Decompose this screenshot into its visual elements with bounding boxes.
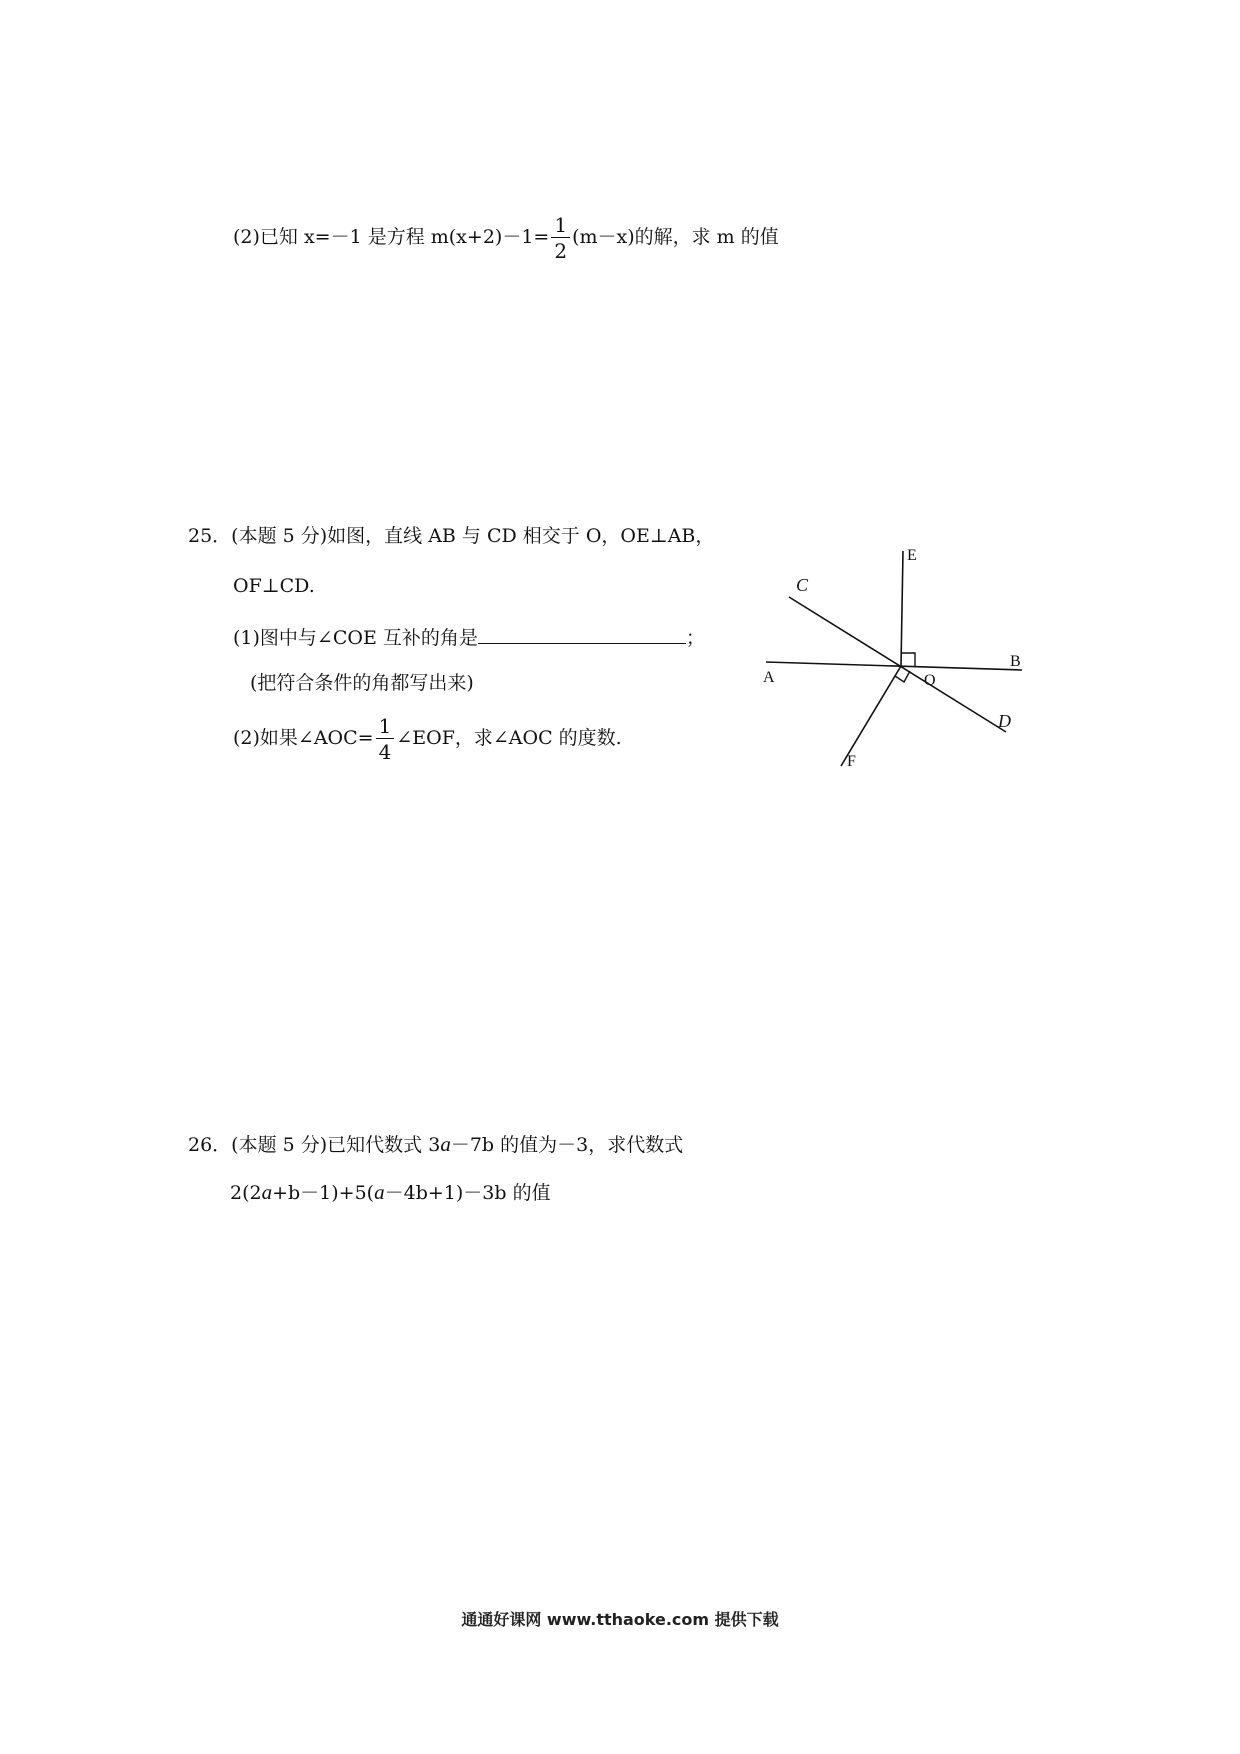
q24-part2-suffix: (m－x)的解，求 m 的值 <box>572 226 779 248</box>
q26-line1-b: －7b 的值为－3，求代数式 <box>450 1134 684 1156</box>
geometry-figure <box>740 520 1070 800</box>
q26-var-a-2: a <box>374 1180 385 1204</box>
q24-part2-line <box>233 215 779 261</box>
ray-of <box>841 666 901 766</box>
q25-part2-suffix: ∠EOF，求∠AOC 的度数. <box>396 727 622 749</box>
q25-line2: OF⊥CD. <box>233 575 315 597</box>
q25-fraction <box>376 716 395 762</box>
footer-source: 通通好课网 www.tthaoke.com 提供下载 <box>461 1610 779 1629</box>
q25-part2-prefix: (2)如果∠AOC= <box>233 727 374 749</box>
q26-line1-a: 26．(本题 5 分)已知代数式 3 <box>188 1134 441 1156</box>
label-a: A <box>763 669 775 686</box>
q25-line1: 25．(本题 5 分)如图，直线 AB 与 CD 相交于 O，OE⊥AB， <box>188 525 715 547</box>
q25-fraction-denominator: 4 <box>378 740 392 764</box>
q25-part1-note: (把符合条件的角都写出来) <box>250 672 474 694</box>
q26-line2 <box>230 1182 551 1203</box>
label-c: C <box>796 575 809 595</box>
q24-fraction-numerator: 1 <box>551 215 570 238</box>
q26-line2-b: +b－1)+5( <box>272 1182 375 1204</box>
q25-part1-end: ； <box>685 627 705 649</box>
q24-fraction-denominator: 2 <box>554 239 568 263</box>
q26-var-a: a <box>440 1132 451 1156</box>
q26-line2-c: －4b+1)－3b 的值 <box>384 1182 551 1204</box>
q25-answer-blank[interactable] <box>478 625 686 644</box>
label-b: B <box>1010 653 1021 670</box>
q26-line2-a: 2(2 <box>230 1182 262 1204</box>
ray-oe <box>901 551 903 666</box>
label-e: E <box>907 547 917 564</box>
q25-part1-text: (1)图中与∠COE 互补的角是 <box>233 627 478 649</box>
q25-part2-line <box>233 716 622 762</box>
q24-fraction <box>551 215 570 261</box>
label-f: F <box>847 753 856 770</box>
label-d: D <box>998 711 1011 731</box>
q25-fraction-numerator: 1 <box>376 716 395 739</box>
label-o: O <box>924 672 936 689</box>
right-angle-mark-eob <box>902 653 915 666</box>
q26-var-a-1: a <box>261 1180 273 1204</box>
q26-line1 <box>188 1134 683 1155</box>
q25-part1-line <box>233 625 705 648</box>
q24-part2-prefix: (2)已知 x=－1 是方程 m(x+2)－1= <box>233 226 550 248</box>
